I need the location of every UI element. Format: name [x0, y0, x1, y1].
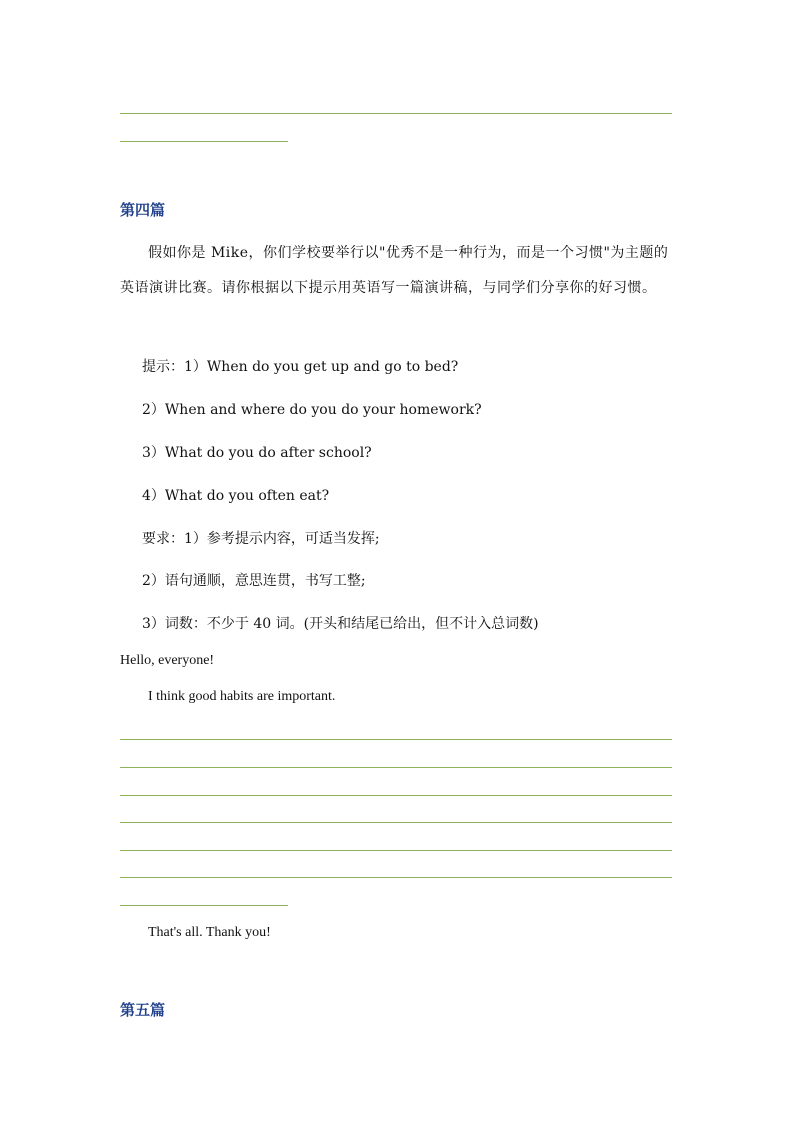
answer-line-short [120, 141, 288, 142]
answer-line [120, 113, 672, 114]
writing-prompt: 假如你是 Mike，你们学校要举行以"优秀不是一种行为，而是一个习惯"为主题的英语演讲比赛。请你根据以下提示用英语写一篇演讲稿，与同学们分享你的好习惯。 [120, 245, 669, 296]
answer-line [120, 739, 672, 740]
answer-line [120, 877, 672, 878]
hint-item-1: 提示：1）When do you get up and go to bed? [142, 359, 459, 375]
hint-item-3: 3）What do you do after school? [142, 445, 372, 461]
answer-line [120, 822, 672, 823]
hint-item-2: 2）When and where do you do your homework? [142, 402, 482, 418]
opening-greeting: Hello, everyone! [120, 653, 215, 668]
answer-line [120, 795, 672, 796]
section-heading: 第五篇 [120, 1001, 166, 1019]
answer-line [120, 767, 672, 768]
answer-line [120, 850, 672, 851]
hint-item-4: 4）What do you often eat? [142, 488, 330, 504]
requirement-item-3: 3）词数：不少于 40 词。(开头和结尾已给出，但不计入总词数) [142, 616, 539, 632]
section-heading: 第四篇 [120, 201, 166, 219]
requirement-item-2: 2）语句通顺，意思连贯，书写工整; [142, 573, 366, 589]
closing-sentence: That's all. Thank you! [148, 925, 271, 940]
opening-sentence: I think good habits are important. [148, 689, 336, 704]
requirement-item-1: 要求：1）参考提示内容，可适当发挥; [142, 531, 380, 547]
answer-line-short [120, 905, 288, 906]
